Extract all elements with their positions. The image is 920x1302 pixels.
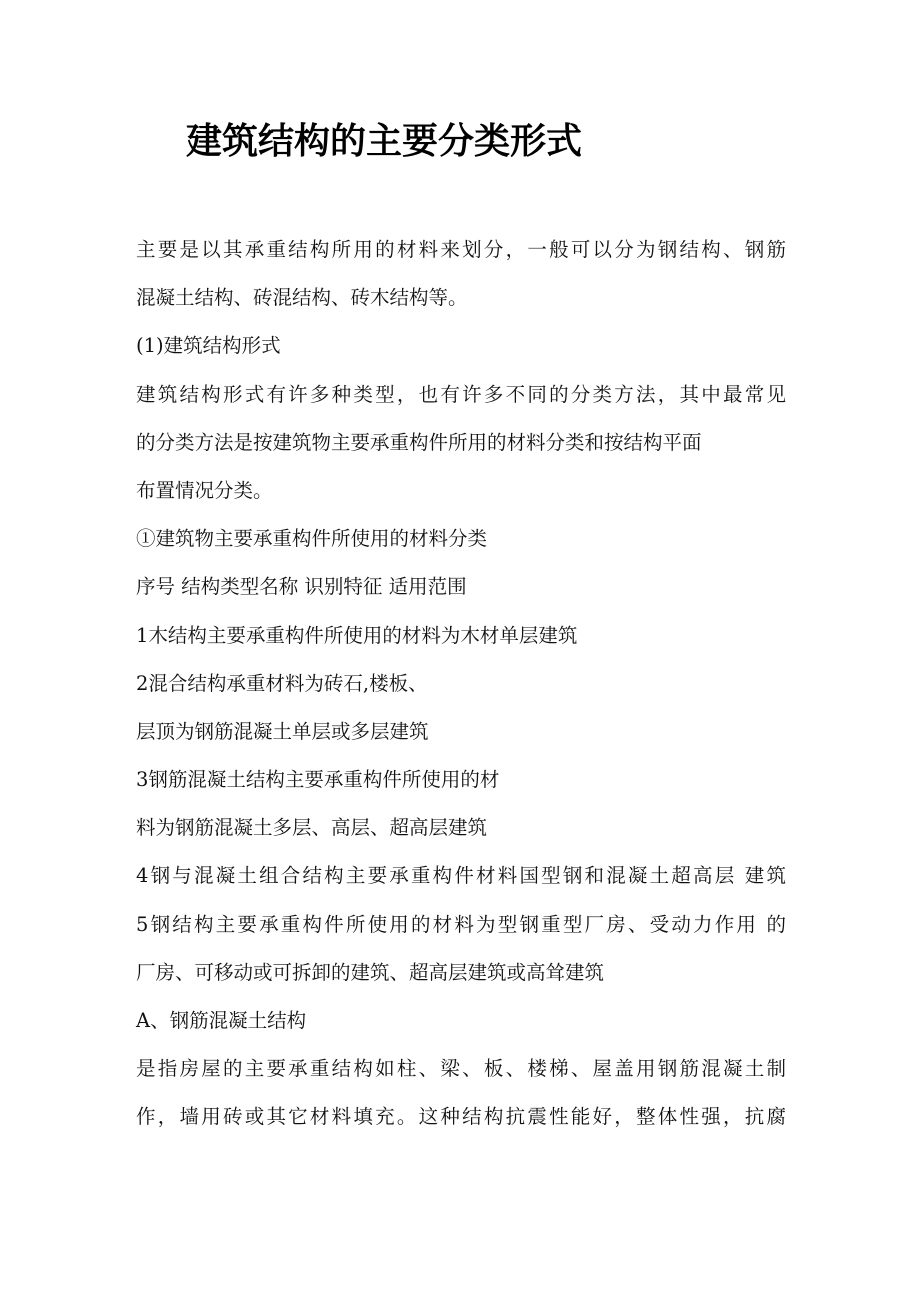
table-row-line: 3钢筋混凝土结构主要承重构件所使用的材 xyxy=(136,768,500,792)
text-line: 的分类方法是按建筑物主要承重构件所用的材料分类和按结构平面 xyxy=(136,430,702,454)
document-body xyxy=(136,226,796,1142)
table-row-line: 层顶为钢筋混凝土单层或多层建筑 xyxy=(136,719,429,743)
text-line: 是指房屋的主要承重结构如柱、梁、板、楼梯、屋盖用钢筋混凝土制 xyxy=(136,1057,786,1081)
table-row-line: 料为钢筋混凝土多层、高层、超高层建筑 xyxy=(136,816,488,840)
text-line: 作，墙用砖或其它材料填充。这种结构抗震性能好，整体性强，抗腐 xyxy=(136,1105,786,1129)
table-row-line: 4钢与混凝土组合结构主要承重构件材料国型钢和混凝土超高层 建筑 xyxy=(136,864,786,888)
table-header-line: 序号 结构类型名称 识别特征 适用范围 xyxy=(136,575,467,599)
document-title: 建筑结构的主要分类形式 xyxy=(186,121,583,162)
table-row-line: 2混合结构承重材料为砖石,楼板、 xyxy=(136,671,428,695)
text-line: ①建筑物主要承重构件所使用的材料分类 xyxy=(136,527,488,551)
table-row-line: 5钢结构主要承重构件所使用的材料为型钢重型厂房、受动力作用 的 xyxy=(136,912,786,936)
text-line: 主要是以其承重结构所用的材料来划分，一般可以分为钢结构、钢筋 xyxy=(136,238,786,261)
text-line: 混凝土结构、砖混结构、砖木结构等。 xyxy=(136,286,468,310)
text-line: 布置情况分类。 xyxy=(136,478,273,502)
section-heading: A、钢筋混凝土结构 xyxy=(136,1009,307,1032)
table-row-line: 厂房、可移动或可拆卸的建筑、超高层建筑或高耸建筑 xyxy=(136,960,605,984)
text-line: 建筑结构形式有许多种类型，也有许多不同的分类方法，其中最常见 xyxy=(136,382,786,406)
table-row-line: 1木结构主要承重构件所使用的材料为木材单层建筑 xyxy=(136,623,578,647)
text-line: (1)建筑结构形式 xyxy=(136,334,281,358)
